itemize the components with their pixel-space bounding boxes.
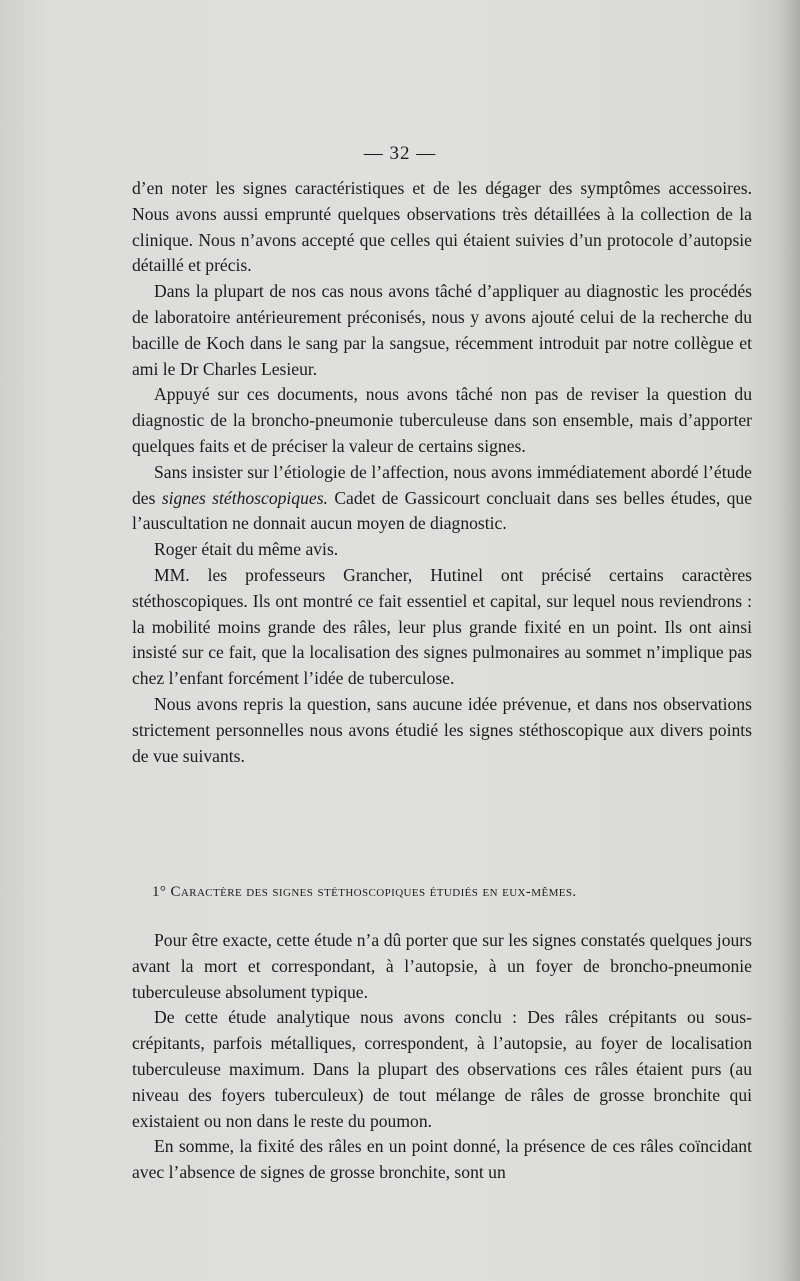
paragraph-etiology-end: Cadet de Gassicourt concluait dans ses belles études, que l’auscultation ne donnait aucun moyen de diagnostic. xyxy=(132,487,753,534)
page-edge-shadow xyxy=(778,0,800,1281)
paragraph-continuation: d’en noter les signes caractéristiques et de les dégager des symptômes accessoires. Nous avons aussi emprunté quelques observations très détaillées à la collection de la clinique. Nous n’avons accepté que celles qui étaient suivies d’un protocole d’autopsie détaillé et précis. xyxy=(132,178,752,276)
paragraph-professors: MM. les professeurs Grancher, Hutinel ont précisé certains caractères stéthoscopiques. Ils ont montré ce fait essentiel et capital, sur lequel nous reviendrons : la mobilité moins grande des râles, leur plus grande fixité en un point. Ils ont ainsi insisté sur ce fait, que la localisation des signes pulmonaires au sommet n’implique pas chez l’enfant forcément l’idée de tuberculose. xyxy=(132,564,752,689)
paragraph-roger: Roger était du même avis. xyxy=(154,539,339,560)
page-number: — 32 — xyxy=(363,143,437,164)
section-number: 1° xyxy=(152,884,167,900)
paragraph-laboratory: Dans la plupart de nos cas nous avons tâché d’appliquer au diagnostic les procédés de laboratoire antérieurement préconisés, nous y avons ajouté celui de la recherche du bacille de Koch dans le sang par la sangsue, récemment introduit par notre collègue et ami le Dr Charles Lesieur. xyxy=(132,281,752,379)
paragraph-etiology xyxy=(132,460,752,537)
section-heading xyxy=(152,884,752,901)
italic-term: signes stéthoscopiques. xyxy=(161,487,328,508)
section-title: Caractère des signes stéthoscopiques étudiés en eux-mêmes. xyxy=(170,884,577,900)
body-text-lower xyxy=(132,928,752,1186)
paragraph-question: Nous avons repris la question, sans aucune idée prévenue, et dans nos observations strictement personnelles nous avons étudié les signes stéthoscopique aux divers points de vue suivants. xyxy=(132,693,752,766)
paragraph-documents: Appuyé sur ces documents, nous avons tâché non pas de reviser la question du diagnostic de la broncho-pneumonie tuberculeuse dans son ensemble, mais d’apporter quelques faits et de préciser la valeur de certains signes. xyxy=(132,384,752,456)
body-text-upper xyxy=(132,176,752,769)
paragraph-summary: En somme, la fixité des râles en un point donné, la présence de ces râles coïncidant avec l’absence de signes de grosse bronchite, sont un xyxy=(132,1136,752,1183)
paragraph-exactness: Pour être exacte, cette étude n’a dû porter que sur les signes constatés quelques jours avant la mort et correspondant, à l’autopsie, à un foyer de broncho-pneumonie tuberculeuse absolument typique. xyxy=(132,930,752,1002)
paragraph-etiology-start: Sans insister sur l’étiologie de l’affection, nous avons immédiatement abordé l’étude des xyxy=(132,461,752,508)
paragraph-analysis: De cette étude analytique nous avons conclu : Des râles crépitants ou sous-crépitants, parfois métalliques, correspondent, à l’autopsie, au foyer de localisation tuberculeuse maximum. Dans la plupart des observations ces râles étaient purs (au niveau des foyers tuberculeux) de tout mélange de râles de grosse bronchite qui existaient ou non dans le reste du poumon. xyxy=(132,1007,752,1131)
